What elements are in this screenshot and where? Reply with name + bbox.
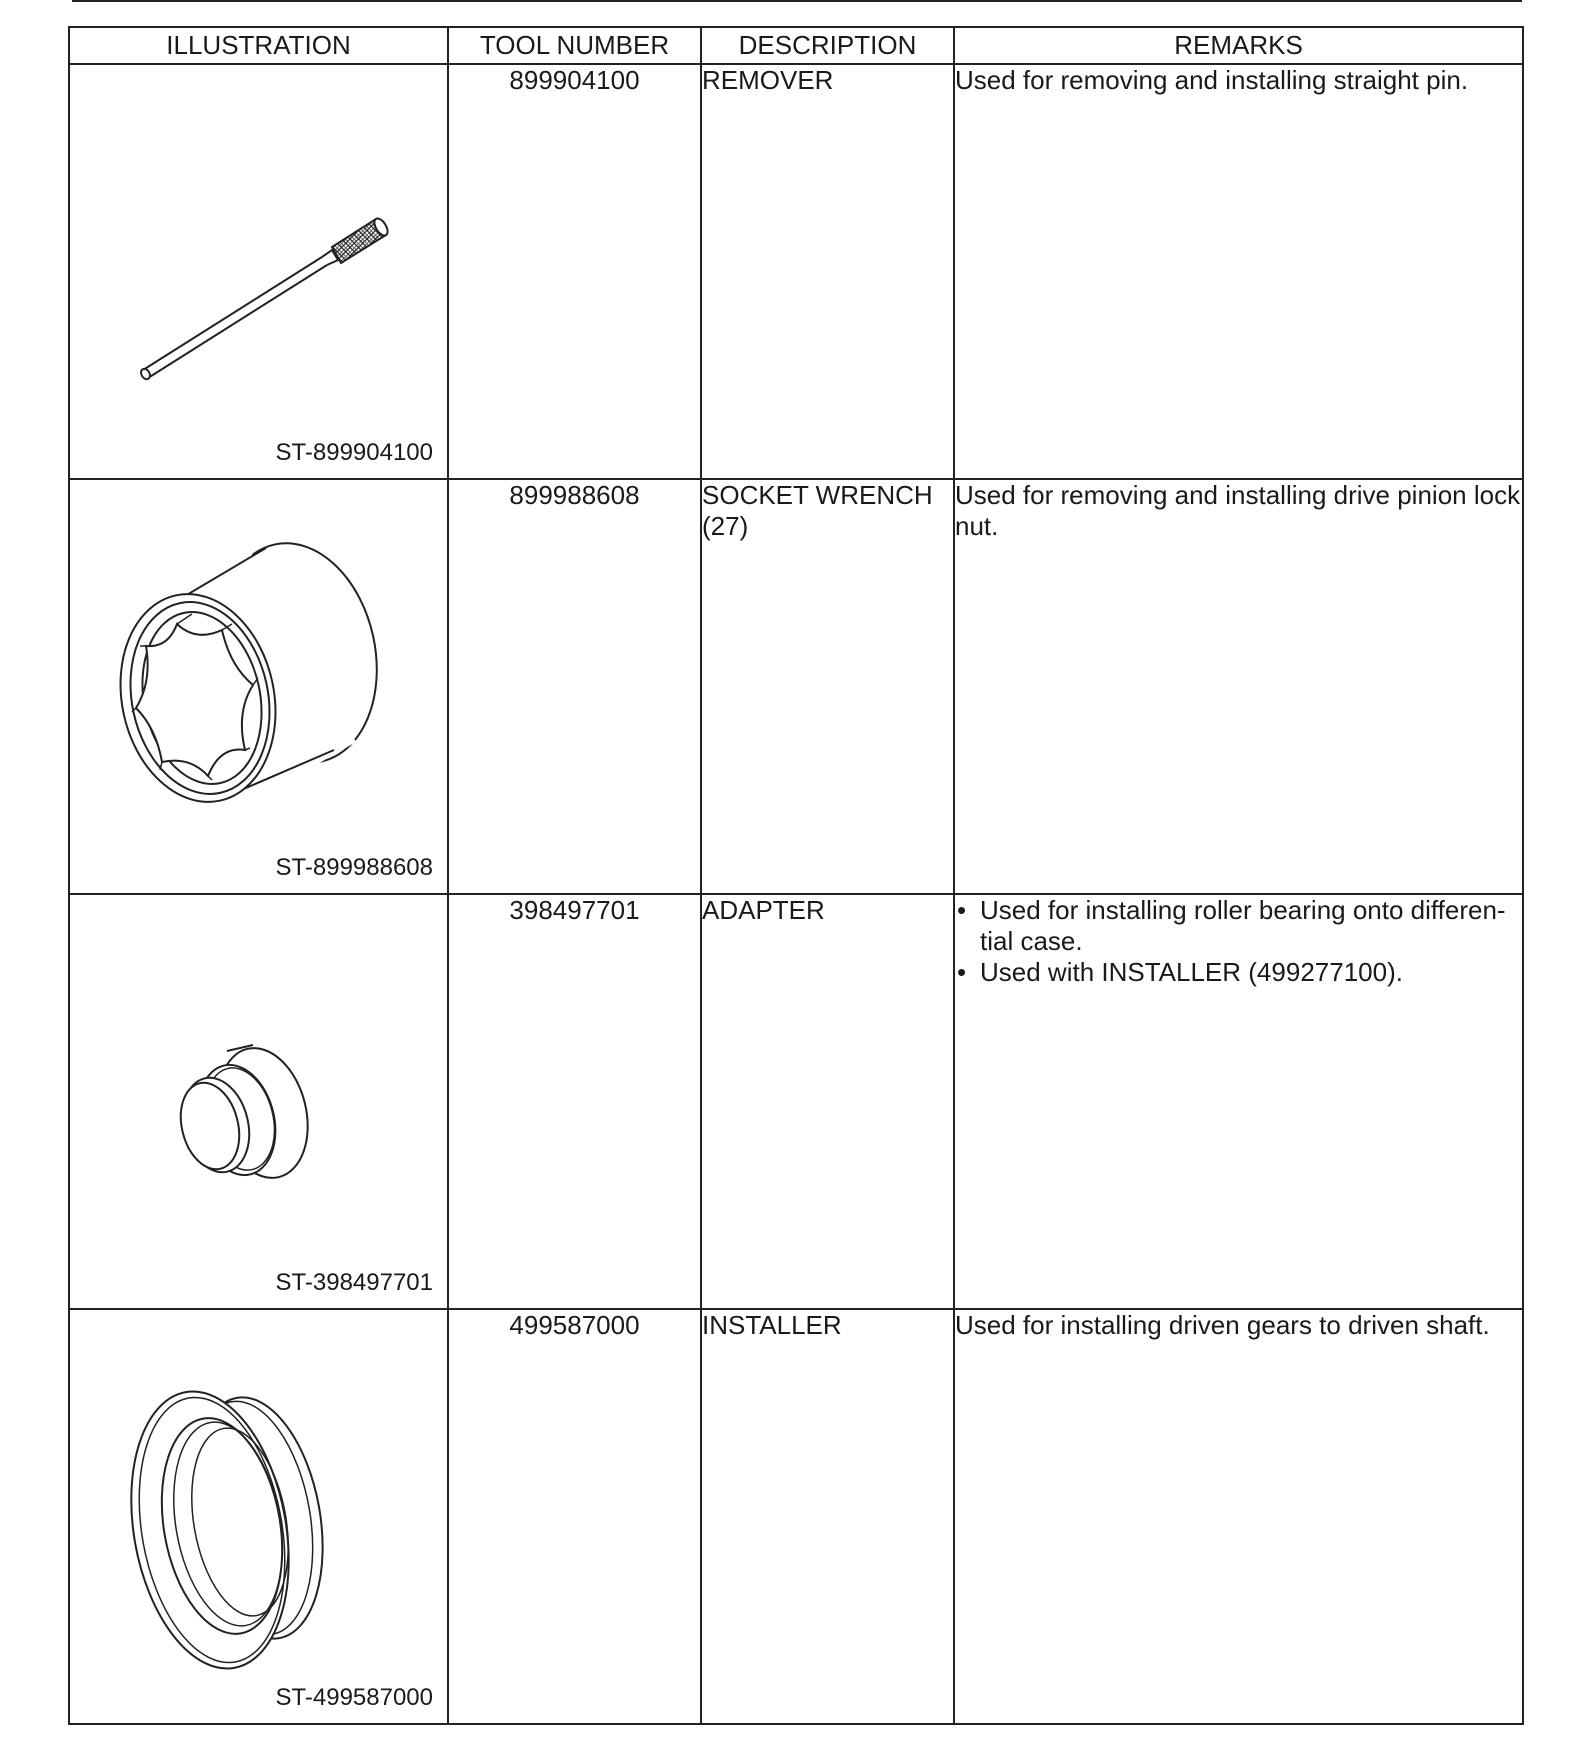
illustration-cell [69, 1309, 448, 1724]
illustration-caption: ST-899904100 [275, 439, 433, 466]
header-remarks: REMARKS [954, 27, 1523, 64]
tool-number: 499587000 [448, 1309, 701, 1724]
tool-remarks: Used for removing and installing drive pinion lock nut. [954, 479, 1523, 894]
table-header-row [69, 27, 1523, 64]
remarks-list [955, 895, 1522, 988]
installer-icon [70, 1310, 449, 1723]
tool-description: SOCKET WRENCH (27) [701, 479, 954, 894]
list-item: • Used for installing roller bearing onto differen-tial case. [955, 895, 1522, 957]
tool-description: REMOVER [701, 64, 954, 479]
adapter-icon [70, 895, 449, 1308]
illustration-caption: ST-398497701 [275, 1269, 433, 1296]
header-description: DESCRIPTION [701, 27, 954, 64]
tool-number: 899988608 [448, 479, 701, 894]
illustration-cell [69, 64, 448, 479]
tool-number: 899904100 [448, 64, 701, 479]
illustration-caption: ST-899988608 [275, 854, 433, 881]
illustration-caption: ST-499587000 [275, 1684, 433, 1711]
tool-description: INSTALLER [701, 1309, 954, 1724]
tool-remarks: Used for installing driven gears to driven shaft. [954, 1309, 1523, 1724]
special-tools-table [68, 26, 1524, 1725]
tool-description: ADAPTER [701, 894, 954, 1309]
table-row [69, 1309, 1523, 1724]
illustration-cell [69, 894, 448, 1309]
header-illustration: ILLUSTRATION [69, 27, 448, 64]
illustration-cell [69, 479, 448, 894]
tool-number: 398497701 [448, 894, 701, 1309]
top-rule [72, 0, 1522, 2]
tool-remarks: Used for removing and installing straight pin. [954, 64, 1523, 479]
table-row [69, 64, 1523, 479]
tool-remarks [954, 894, 1523, 1309]
table-row [69, 479, 1523, 894]
pin-remover-icon [70, 65, 449, 478]
table-row [69, 894, 1523, 1309]
socket-wrench-icon [70, 480, 449, 893]
header-tool-number: TOOL NUMBER [448, 27, 701, 64]
list-item: • Used with INSTALLER (499277100). [955, 957, 1522, 988]
